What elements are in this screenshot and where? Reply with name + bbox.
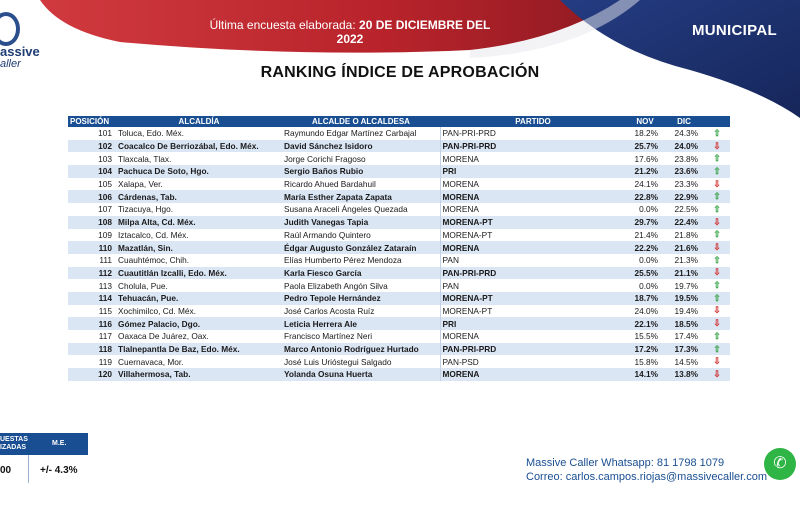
cell-partido: PAN: [440, 254, 626, 267]
down-arrow-icon: ⇩: [713, 368, 721, 379]
cell-alcaldia: Milpa Alta, Cd. Méx.: [116, 216, 282, 229]
cell-posicion: 107: [68, 203, 116, 216]
metric-divider: [28, 455, 29, 483]
cell-alcalde: Pedro Tepole Hernández: [282, 292, 440, 305]
table-row: [68, 203, 730, 216]
cell-posicion: 109: [68, 229, 116, 242]
cell-trend: [704, 317, 730, 330]
cell-posicion: 108: [68, 216, 116, 229]
table-row: [68, 140, 730, 153]
cell-trend: [704, 203, 730, 216]
cell-trend: [704, 292, 730, 305]
whatsapp-line: Massive Caller Whatsapp: 81 1798 1079: [526, 457, 725, 469]
cell-alcaldia: Tlalnepantla De Baz, Edo. Méx.: [116, 343, 282, 356]
cell-alcalde: Yolanda Osuna Huerta: [282, 368, 440, 381]
contact-info: [526, 456, 767, 484]
cell-trend: [704, 355, 730, 368]
down-arrow-icon: ⇩: [713, 140, 721, 151]
up-arrow-icon: ⇧: [713, 191, 721, 202]
cell-alcaldia: Cuauhtémoc, Chih.: [116, 254, 282, 267]
metric-label-me: M.E.: [52, 440, 67, 447]
cell-partido: PAN-PSD: [440, 355, 626, 368]
cell-partido: PAN-PRI-PRD: [440, 267, 626, 280]
cell-nov: 21.4%: [626, 229, 664, 242]
cell-dic: 24.0%: [664, 140, 704, 153]
table-row: [68, 305, 730, 318]
cell-dic: 13.8%: [664, 368, 704, 381]
table-row: [68, 355, 730, 368]
table-row: [68, 330, 730, 343]
up-arrow-icon: ⇧: [713, 254, 721, 265]
cell-alcalde: David Sánchez Isidoro: [282, 140, 440, 153]
cell-partido: MORENA: [440, 152, 626, 165]
down-arrow-icon: ⇩: [713, 178, 721, 189]
cell-alcaldia: Tizacuya, Hgo.: [116, 203, 282, 216]
cell-posicion: 111: [68, 254, 116, 267]
cell-nov: 29.7%: [626, 216, 664, 229]
cell-nov: 25.5%: [626, 267, 664, 280]
metric-value-surveys: 00: [0, 465, 12, 476]
cell-alcalde: Marco Antonio Rodríguez Hurtado: [282, 343, 440, 356]
table-row: [68, 229, 730, 242]
cell-posicion: 103: [68, 152, 116, 165]
cell-partido: MORENA: [440, 241, 626, 254]
cell-alcaldia: Villahermosa, Tab.: [116, 368, 282, 381]
cell-dic: 21.8%: [664, 229, 704, 242]
table-row: [68, 152, 730, 165]
cell-nov: 15.8%: [626, 355, 664, 368]
cell-partido: PAN-PRI-PRD: [440, 343, 626, 356]
cell-alcalde: Ricardo Ahued Bardahuil: [282, 178, 440, 191]
cell-trend: [704, 241, 730, 254]
cell-alcalde: Édgar Augusto González Zataraín: [282, 241, 440, 254]
cell-trend: [704, 305, 730, 318]
table-row: [68, 127, 730, 140]
cell-posicion: 110: [68, 241, 116, 254]
cell-alcalde: José Luis Urióstegui Salgado: [282, 355, 440, 368]
table-row: [68, 292, 730, 305]
cell-dic: 21.6%: [664, 241, 704, 254]
table-row: [68, 241, 730, 254]
table-row: [68, 317, 730, 330]
cell-alcalde: José Carlos Acosta Ruíz: [282, 305, 440, 318]
cell-posicion: 120: [68, 368, 116, 381]
cell-alcaldia: Coacalco De Berriozábal, Edo. Méx.: [116, 140, 282, 153]
cell-nov: 17.2%: [626, 343, 664, 356]
up-arrow-icon: ⇧: [713, 280, 721, 291]
cell-posicion: 116: [68, 317, 116, 330]
cell-nov: 24.1%: [626, 178, 664, 191]
cell-trend: [704, 127, 730, 140]
municipal-badge: MUNICIPAL: [692, 22, 777, 39]
col-nov: NOV: [626, 116, 664, 127]
up-arrow-icon: ⇧: [713, 330, 721, 341]
cell-posicion: 101: [68, 127, 116, 140]
table-row: [68, 190, 730, 203]
col-alcalde: ALCALDE O ALCALDESA: [282, 116, 440, 127]
cell-alcalde: Paola Elizabeth Angón Silva: [282, 279, 440, 292]
up-arrow-icon: ⇧: [713, 153, 721, 164]
table-row: [68, 254, 730, 267]
cell-dic: 23.6%: [664, 165, 704, 178]
cell-nov: 0.0%: [626, 203, 664, 216]
cell-alcaldia: Tehuacán, Pue.: [116, 292, 282, 305]
table-header-row: [68, 116, 730, 127]
cell-dic: 21.3%: [664, 254, 704, 267]
whatsapp-icon[interactable]: ✆: [764, 448, 796, 480]
cell-posicion: 118: [68, 343, 116, 356]
cell-nov: 24.0%: [626, 305, 664, 318]
cell-alcalde: Karla Fiesco García: [282, 267, 440, 280]
cell-partido: PAN-PRI-PRD: [440, 127, 626, 140]
cell-nov: 22.1%: [626, 317, 664, 330]
up-arrow-icon: ⇧: [713, 127, 721, 138]
table-row: [68, 178, 730, 191]
cell-alcaldia: Mazatlán, Sin.: [116, 241, 282, 254]
down-arrow-icon: ⇩: [713, 305, 721, 316]
cell-alcalde: Raymundo Edgar Martínez Carbajal: [282, 127, 440, 140]
cell-partido: MORENA: [440, 203, 626, 216]
survey-info: [200, 18, 500, 46]
cell-trend: [704, 343, 730, 356]
cell-nov: 21.2%: [626, 165, 664, 178]
cell-dic: 19.5%: [664, 292, 704, 305]
cell-partido: PAN: [440, 279, 626, 292]
cell-trend: [704, 216, 730, 229]
cell-posicion: 115: [68, 305, 116, 318]
cell-alcaldia: Toluca, Edo. Méx.: [116, 127, 282, 140]
cell-alcaldia: Iztacalco, Cd. Méx.: [116, 229, 282, 242]
cell-partido: MORENA: [440, 330, 626, 343]
metric-label-surveys-2: IZADAS: [0, 444, 27, 451]
cell-alcalde: Sergio Baños Rubio: [282, 165, 440, 178]
cell-nov: 15.5%: [626, 330, 664, 343]
cell-dic: 21.1%: [664, 267, 704, 280]
cell-nov: 18.7%: [626, 292, 664, 305]
cell-dic: 24.3%: [664, 127, 704, 140]
up-arrow-icon: ⇧: [713, 292, 721, 303]
cell-dic: 17.3%: [664, 343, 704, 356]
cell-alcaldia: Cárdenas, Tab.: [116, 190, 282, 203]
cell-dic: 22.5%: [664, 203, 704, 216]
cell-nov: 25.7%: [626, 140, 664, 153]
cell-trend: [704, 330, 730, 343]
cell-trend: [704, 190, 730, 203]
cell-alcalde: Leticia Herrera Ale: [282, 317, 440, 330]
cell-alcaldia: Pachuca De Soto, Hgo.: [116, 165, 282, 178]
col-alcaldia: ALCALDÍA: [116, 116, 282, 127]
email-line: Correo: carlos.campos.riojas@massivecaller.com: [526, 471, 768, 483]
page-title: RANKING ÍNDICE DE APROBACIÓN: [260, 64, 540, 81]
cell-nov: 22.2%: [626, 241, 664, 254]
col-trend: [704, 116, 730, 127]
metric-label-surveys: UESTAS: [0, 436, 28, 443]
cell-dic: 19.4%: [664, 305, 704, 318]
cell-alcaldia: Xalapa, Ver.: [116, 178, 282, 191]
cell-posicion: 119: [68, 355, 116, 368]
cell-alcaldia: Gómez Palacio, Dgo.: [116, 317, 282, 330]
down-arrow-icon: ⇩: [713, 356, 721, 367]
down-arrow-icon: ⇩: [713, 318, 721, 329]
cell-trend: [704, 140, 730, 153]
cell-posicion: 114: [68, 292, 116, 305]
cell-partido: PAN-PRI-PRD: [440, 140, 626, 153]
up-arrow-icon: ⇧: [713, 203, 721, 214]
logo-text: assive: [0, 44, 40, 59]
cell-trend: [704, 178, 730, 191]
cell-nov: 14.1%: [626, 368, 664, 381]
cell-partido: MORENA-PT: [440, 229, 626, 242]
table-row: [68, 343, 730, 356]
up-arrow-icon: ⇧: [713, 165, 721, 176]
cell-alcaldia: Cuautitlán Izcalli, Edo. Méx.: [116, 267, 282, 280]
cell-dic: 14.5%: [664, 355, 704, 368]
cell-alcaldia: Tlaxcala, Tlax.: [116, 152, 282, 165]
cell-alcalde: María Esther Zapata Zapata: [282, 190, 440, 203]
cell-nov: 18.2%: [626, 127, 664, 140]
table-row: [68, 279, 730, 292]
survey-date: 20 DE DICIEMBRE DEL 2022: [336, 18, 491, 46]
cell-posicion: 113: [68, 279, 116, 292]
cell-dic: 17.4%: [664, 330, 704, 343]
cell-partido: MORENA-PT: [440, 216, 626, 229]
survey-metrics: [0, 433, 88, 483]
cell-dic: 19.7%: [664, 279, 704, 292]
table-row: [68, 216, 730, 229]
cell-alcalde: Judith Vanegas Tapia: [282, 216, 440, 229]
cell-alcaldia: Xochimilco, Cd. Méx.: [116, 305, 282, 318]
cell-dic: 23.3%: [664, 178, 704, 191]
table-row: [68, 267, 730, 280]
cell-nov: 17.6%: [626, 152, 664, 165]
logo-subtext: aller: [0, 58, 21, 70]
cell-posicion: 117: [68, 330, 116, 343]
cell-partido: PRI: [440, 165, 626, 178]
table-row: [68, 165, 730, 178]
cell-partido: MORENA-PT: [440, 305, 626, 318]
cell-posicion: 105: [68, 178, 116, 191]
cell-posicion: 112: [68, 267, 116, 280]
cell-partido: MORENA: [440, 178, 626, 191]
cell-alcalde: Elías Humberto Pérez Mendoza: [282, 254, 440, 267]
cell-alcaldia: Cholula, Pue.: [116, 279, 282, 292]
cell-partido: MORENA: [440, 190, 626, 203]
up-arrow-icon: ⇧: [713, 229, 721, 240]
cell-trend: [704, 279, 730, 292]
cell-nov: 0.0%: [626, 279, 664, 292]
cell-dic: 22.4%: [664, 216, 704, 229]
metric-value-me: +/- 4.3%: [40, 465, 78, 476]
cell-trend: [704, 254, 730, 267]
cell-dic: 22.9%: [664, 190, 704, 203]
cell-trend: [704, 368, 730, 381]
table-row: [68, 368, 730, 381]
table-body: [68, 127, 730, 381]
cell-alcalde: Raúl Armando Quintero: [282, 229, 440, 242]
cell-nov: 0.0%: [626, 254, 664, 267]
metrics-header: [0, 433, 88, 455]
cell-alcalde: Susana Araceli Ángeles Quezada: [282, 203, 440, 216]
cell-alcaldia: Oaxaca De Juárez, Oax.: [116, 330, 282, 343]
survey-label: Última encuesta elaborada:: [209, 18, 356, 32]
col-posicion: POSICIÓN: [68, 116, 116, 127]
cell-dic: 18.5%: [664, 317, 704, 330]
down-arrow-icon: ⇩: [713, 242, 721, 253]
cell-dic: 23.8%: [664, 152, 704, 165]
cell-partido: MORENA-PT: [440, 292, 626, 305]
cell-alcalde: Francisco Martínez Neri: [282, 330, 440, 343]
col-partido: PARTIDO: [440, 116, 626, 127]
cell-alcaldia: Cuernavaca, Mor.: [116, 355, 282, 368]
cell-trend: [704, 267, 730, 280]
up-arrow-icon: ⇧: [713, 343, 721, 354]
cell-posicion: 104: [68, 165, 116, 178]
ranking-table: [68, 116, 730, 381]
cell-trend: [704, 229, 730, 242]
cell-trend: [704, 152, 730, 165]
cell-partido: PRI: [440, 317, 626, 330]
cell-partido: MORENA: [440, 368, 626, 381]
col-dic: DIC: [664, 116, 704, 127]
cell-posicion: 102: [68, 140, 116, 153]
cell-posicion: 106: [68, 190, 116, 203]
cell-alcalde: Jorge Corichi Fragoso: [282, 152, 440, 165]
down-arrow-icon: ⇩: [713, 267, 721, 278]
cell-nov: 22.8%: [626, 190, 664, 203]
cell-trend: [704, 165, 730, 178]
down-arrow-icon: ⇩: [713, 216, 721, 227]
